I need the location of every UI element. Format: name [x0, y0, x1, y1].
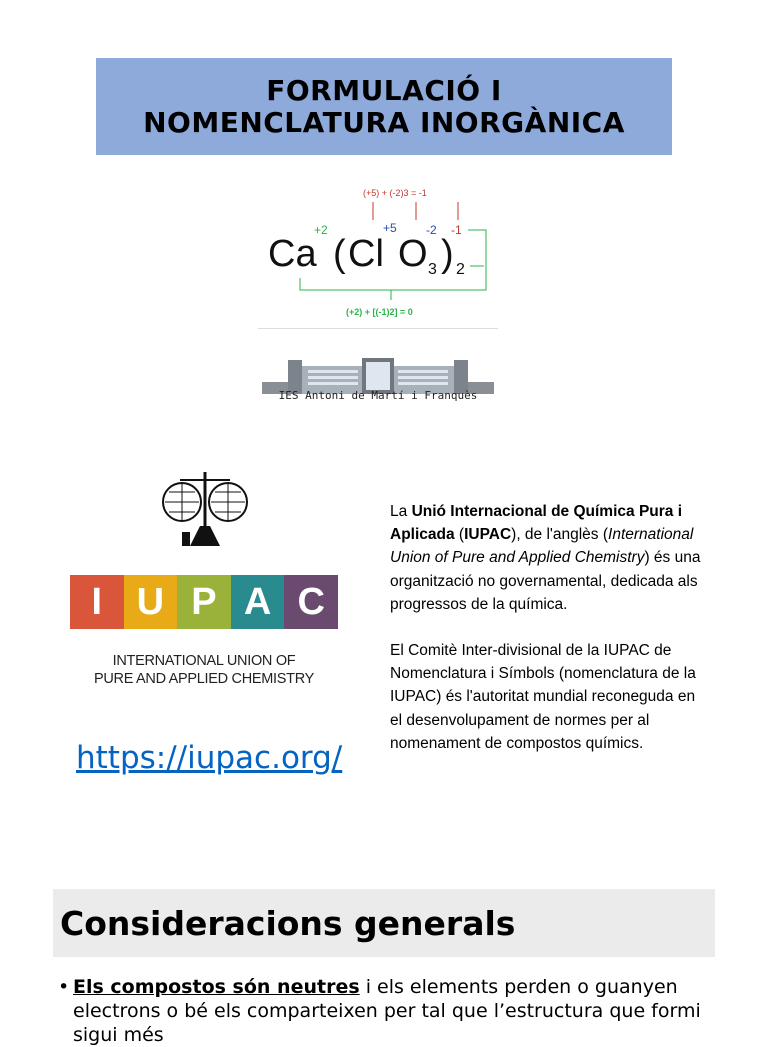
iupac-letter-i: I: [70, 575, 124, 629]
section-heading: [53, 889, 715, 957]
bullet-text: i els elements perden o guanyen electrons o bé els comparteixen per tal que l’estructura que formi sigui més: [73, 976, 701, 1046]
ox-number-o: -2: [426, 223, 437, 237]
iupac-wordmark: [70, 575, 338, 629]
desc-italic-english: International Union of Pure and Applied Chemistry: [390, 526, 694, 567]
iupac-caption-line-1: INTERNATIONAL UNION OF: [112, 653, 296, 669]
formula-sub-2: 2: [456, 261, 465, 278]
title-line-1: FORMULACIÓ I: [266, 73, 502, 107]
ox-number-group: -1: [451, 223, 462, 237]
formula-o: O: [398, 233, 428, 275]
iupac-description: [390, 500, 710, 755]
desc-text: ) és una organització no governamental, dedicada als progressos de la química.: [390, 549, 701, 613]
ox-number-ca: +2: [314, 223, 328, 237]
formula-cl: Cl: [348, 233, 384, 275]
iupac-emblem-icon: [160, 470, 250, 550]
formula-top-annotation: (+5) + (-2)3 = -1: [363, 188, 427, 198]
formula-sub-3: 3: [428, 261, 437, 278]
list-item: [58, 975, 738, 1047]
iupac-caption-line-2: PURE AND APPLIED CHEMISTRY: [94, 671, 314, 687]
title-banner: [96, 58, 672, 155]
desc-text: ), de l'anglès (: [511, 526, 609, 544]
desc-bold-acronym: IUPAC: [464, 526, 512, 544]
title-line-2: NOMENCLATURA INORGÀNICA: [143, 105, 625, 139]
formula-open-paren: (: [333, 233, 346, 275]
description-paragraph-1: [390, 500, 710, 616]
iupac-caption: [70, 652, 338, 688]
desc-bold-name: Unió Internacional de Química Pura i Aplicada: [390, 503, 683, 544]
iupac-letter-p: P: [177, 575, 231, 629]
formula-close-paren: ): [441, 233, 454, 275]
bullet-marker: •: [58, 976, 70, 998]
iupac-letter-a: A: [231, 575, 285, 629]
desc-text: La: [390, 503, 412, 520]
iupac-link[interactable]: https://iupac.org/: [76, 740, 343, 776]
bullet-bold-text: Els compostos són neutres: [73, 976, 360, 998]
desc-text: (: [454, 526, 465, 544]
oxidation-formula-figure: [258, 178, 498, 329]
iupac-letter-c: C: [284, 575, 338, 629]
formula-ca: Ca: [268, 233, 317, 275]
section-heading-text: Consideracions generals: [60, 903, 516, 943]
description-paragraph-2: El Comitè Inter-divisional de la IUPAC de Nomenclatura i Símbols (nomenclatura de la IUPAC) és l'autoritat mundial reconeguda en el desenvolupament de normes per al nomenament de compostos químics.: [390, 642, 696, 752]
formula-bottom-annotation: (+2) + [(-1)2] = 0: [346, 307, 413, 317]
iupac-letter-u: U: [124, 575, 178, 629]
school-caption: IES Antoni de Martí i Franquès: [278, 389, 478, 402]
ox-number-cl: +5: [383, 221, 397, 235]
